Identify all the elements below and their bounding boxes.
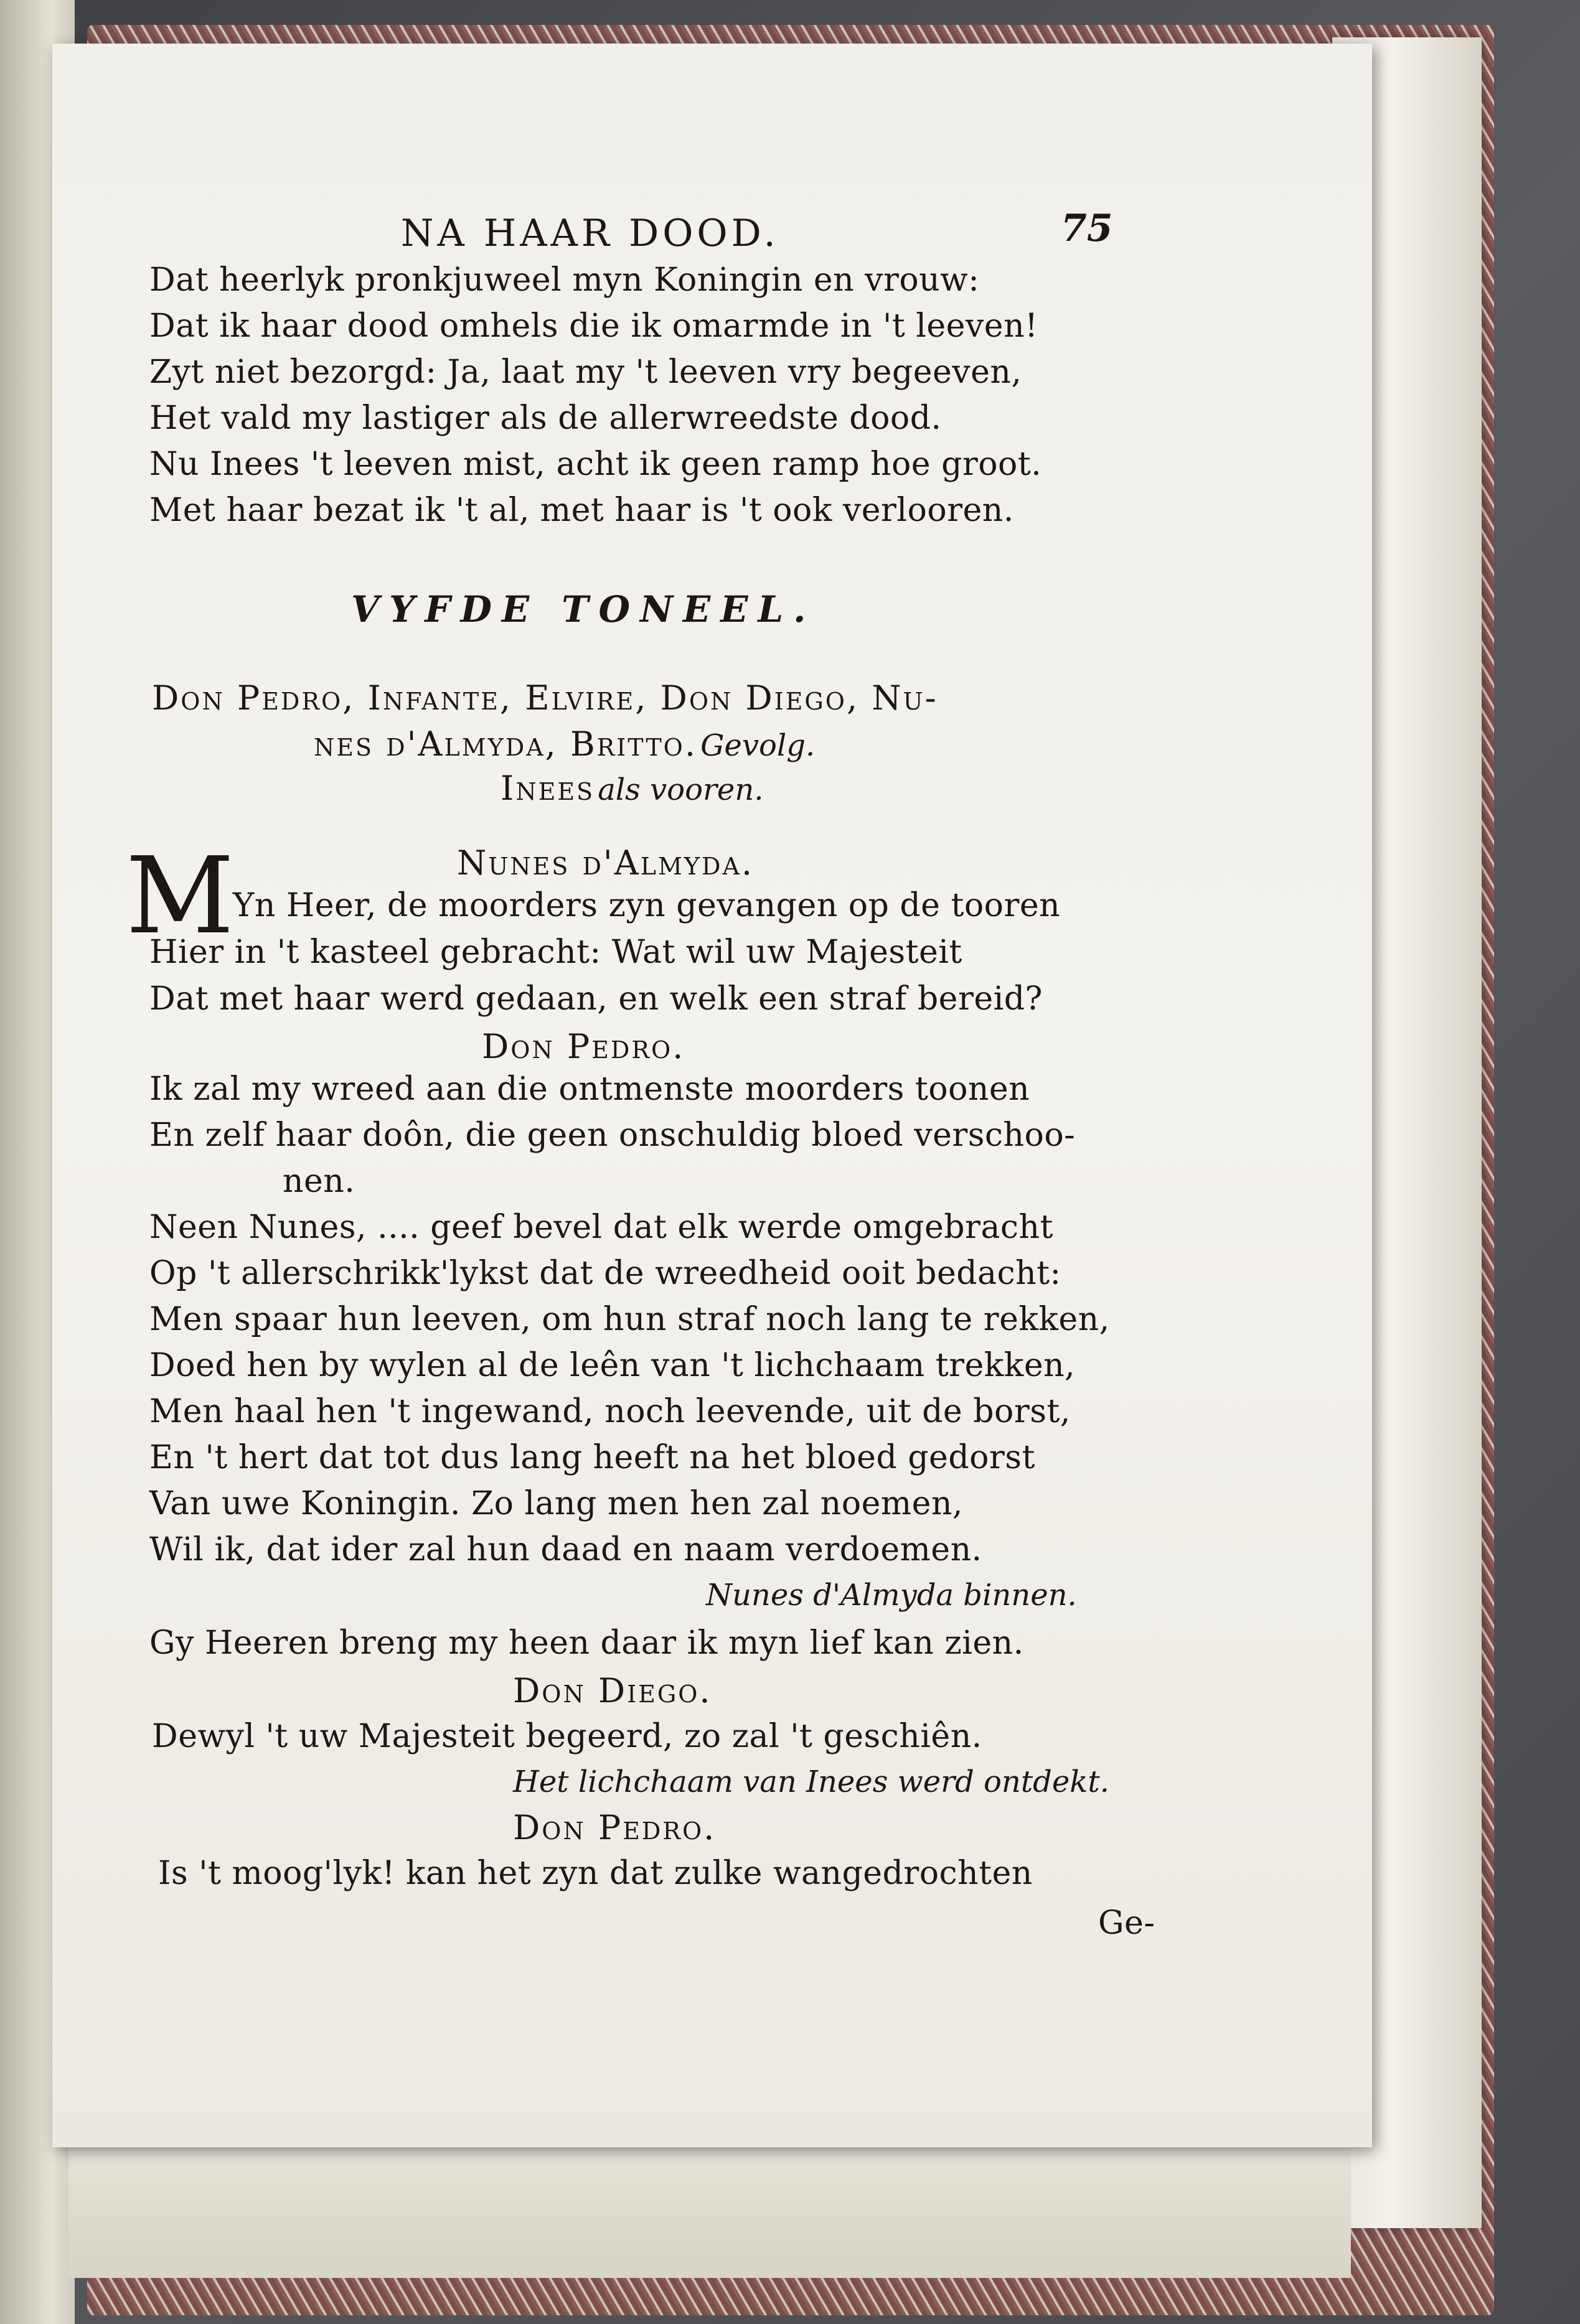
verse-line: Men haal hen 't ingewand, noch leevende, uit de borst, xyxy=(149,1393,1071,1430)
verse-line: Op 't allerschrikk'lykst dat de wreedheid ooit bedacht: xyxy=(149,1255,1061,1292)
cast-inees: Inees xyxy=(501,769,595,808)
verse-line: Dewyl 't uw Majesteit begeerd, zo zal 't geschiên. xyxy=(152,1718,982,1755)
cast-retinue: Gevolg. xyxy=(700,728,816,763)
verse-line: Yn Heer, de moorders zyn gevangen op de tooren xyxy=(233,887,1061,924)
cast-names: nes d'Almyda, Britto. xyxy=(314,724,697,764)
cast-note: als vooren. xyxy=(598,772,764,807)
cast-list-line-3 xyxy=(501,769,763,808)
book-page xyxy=(52,44,1372,2147)
catchword: Ge- xyxy=(1098,1905,1155,1942)
scene-title: VYFDE TONEEL. xyxy=(351,588,816,630)
speaker-pedro-2: Don Pedro. xyxy=(513,1808,717,1847)
verse-line: nen. xyxy=(283,1163,355,1200)
verse-line: Ik zal my wreed aan die ontmenste moorders toonen xyxy=(149,1071,1030,1108)
speaker-pedro: Don Pedro. xyxy=(482,1027,685,1066)
verse-line: Zyt niet bezorgd: Ja, laat my 't leeven vry begeeven, xyxy=(149,354,1022,391)
verse-line: Is 't moog'lyk! kan het zyn dat zulke wangedrochten xyxy=(158,1855,1033,1892)
speaker-nunes: Nunes d'Almyda. xyxy=(457,843,755,883)
page-number: 75 xyxy=(1061,207,1113,250)
verse-line: Hier in 't kasteel gebracht: Wat wil uw Majesteit xyxy=(149,934,962,971)
verse-line: En zelf haar doôn, die geen onschuldig bloed verschoo- xyxy=(149,1117,1076,1154)
verse-line: En 't hert dat tot dus lang heeft na het bloed gedorst xyxy=(149,1439,1035,1476)
stage-direction-exit: Nunes d'Almyda binnen. xyxy=(706,1578,1077,1613)
drop-cap: M xyxy=(126,835,235,958)
verse-line: Met haar bezat ik 't al, met haar is 't ook verlooren. xyxy=(149,492,1014,529)
verse-line: Dat heerlyk pronkjuweel myn Koningin en vrouw: xyxy=(149,261,980,299)
verse-line: Dat met haar werd gedaan, en welk een straf bereid? xyxy=(149,980,1043,1018)
lower-page-edge xyxy=(68,2141,1351,2278)
stage-direction-body: Het lichchaam van Inees werd ontdekt. xyxy=(513,1764,1109,1799)
speaker-diego: Don Diego. xyxy=(513,1671,712,1710)
verse-line: Gy Heeren breng my heen daar ik myn lief kan zien. xyxy=(149,1624,1024,1662)
verse-line: Van uwe Koningin. Zo lang men hen zal noemen, xyxy=(149,1485,963,1522)
verse-line: Wil ik, dat ider zal hun daad en naam verdoemen. xyxy=(149,1531,982,1568)
cast-list-line-1: Don Pedro, Infante, Elvire, Don Diego, Nu- xyxy=(152,678,938,718)
verse-line: Nu Inees 't leeven mist, acht ik geen ramp hoe groot. xyxy=(149,446,1042,483)
verse-line: Neen Nunes, .... geef bevel dat elk werde omgebracht xyxy=(149,1209,1053,1246)
verse-line: Doed hen by wylen al de leên van 't lichchaam trekken, xyxy=(149,1347,1076,1384)
verse-line: Dat ik haar dood omhels die ik omarmde in 't leeven! xyxy=(149,307,1038,345)
cast-list-line-2 xyxy=(314,724,815,764)
verse-line: Men spaar hun leeven, om hun straf noch lang te rekken, xyxy=(149,1301,1110,1338)
verse-line: Het vald my lastiger als de allerwreedste dood. xyxy=(149,400,942,437)
running-head: NA HAAR DOOD. xyxy=(401,212,779,255)
